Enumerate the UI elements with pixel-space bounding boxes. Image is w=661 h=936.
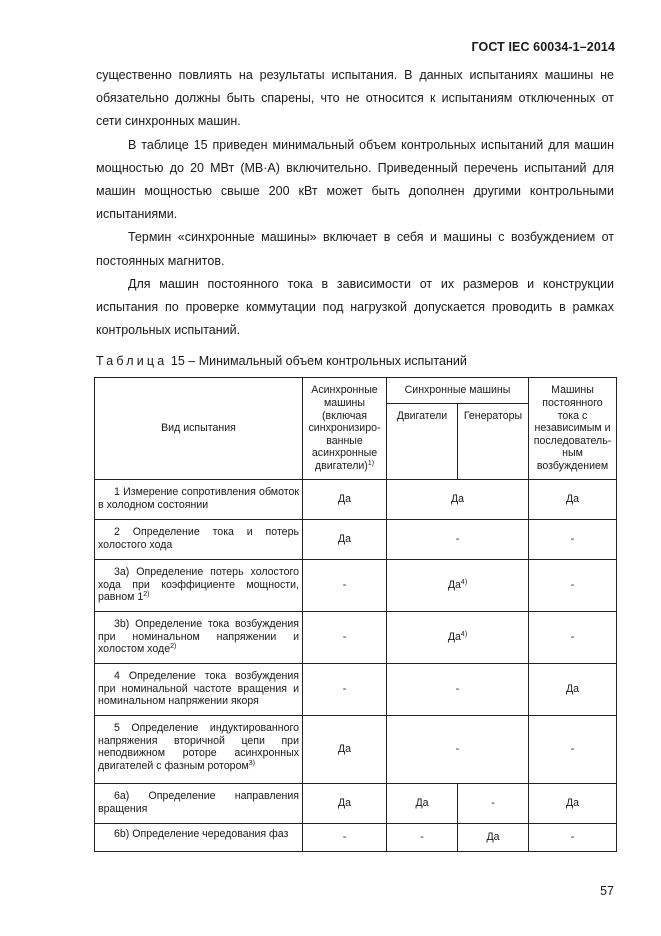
header-test-type: Вид испытания (95, 378, 303, 480)
cell-generators: - (458, 784, 529, 824)
body-text (96, 64, 614, 342)
cell-dc: - (529, 824, 617, 852)
footnote-mark: 4) (460, 579, 468, 587)
paragraph: существенно повлиять на результаты испытания. В данных испытаниях машины не обязательно должны быть спарены, что не относится к испытаниям отключенных от сети синхронных машин. (96, 68, 614, 129)
paragraph: Термин «синхронные машины» включает в себя и машины с возбуждением от постоянных магнитов. (96, 230, 614, 268)
document-code: ГОСТ IEC 60034-1–2014 (471, 40, 615, 54)
header-dc-machines: Машины постоянного тока с независимым и последователь-ным возбуждением (529, 378, 617, 480)
cell-async: - (303, 824, 387, 852)
cell-sync: $Да^{4)}$ (387, 612, 529, 664)
cell-async: - (303, 664, 387, 716)
cell-async: Да (303, 520, 387, 560)
footnote-mark: 2) (170, 643, 177, 651)
cell-async: Да (303, 784, 387, 824)
header-sync-machines: Синхронные машины (387, 378, 529, 404)
table-caption-label: Таблица (96, 354, 168, 368)
tests-table (94, 377, 617, 852)
table-row (95, 716, 617, 784)
cell-dc: - (529, 520, 617, 560)
table-row (95, 612, 617, 664)
cell-dc: Да (529, 784, 617, 824)
row-test-name: 3b) Определение тока возбуждения при номинальном напряжении и холостом ходе$^{2)}$ (95, 612, 303, 664)
row-test-name: 4 Определение тока возбуждения при номинальной частоте вращения и номинальном напряжении якоря (95, 664, 303, 716)
cell-async: - (303, 560, 387, 612)
paragraph: В таблице 15 приведен минимальный объем контрольных испытаний для машин мощностью до 20 МВт (МВ·А) включительно. Приведенный перечень испытаний для машин мощностью свыше 200 кВт может быть дополнен другими контрольными испытаниями. (96, 137, 614, 222)
table-row (95, 784, 617, 824)
table-row (95, 520, 617, 560)
footnote-mark: 2) (143, 591, 150, 599)
cell-async: - (303, 612, 387, 664)
row-test-name: 2 Определение тока и потерь холостого хода (95, 520, 303, 560)
cell-dc: Да (529, 480, 617, 520)
footnote-mark: 3) (248, 759, 255, 767)
row-test-name: 6b) Определение чередования фаз (95, 824, 303, 852)
cell-async: Да (303, 480, 387, 520)
cell-sync: - (387, 716, 529, 784)
cell-motors: Да (387, 784, 458, 824)
table-caption (96, 353, 616, 369)
cell-motors: - (387, 824, 458, 852)
cell-async: Да (303, 716, 387, 784)
footnote-mark: 1) (367, 459, 375, 467)
cell-generators: Да (458, 824, 529, 852)
cell-sync: - (387, 520, 529, 560)
row-test-name: 6а) Определение направления вращения (95, 784, 303, 824)
table-row (95, 560, 617, 612)
footnote-mark: 4) (460, 631, 468, 639)
cell-dc: - (529, 612, 617, 664)
cell-sync: $Да^{4)}$ (387, 560, 529, 612)
row-test-name: 1 Измерение сопротивления обмоток в холодном состоянии (95, 480, 303, 520)
page-number: 57 (600, 884, 614, 898)
row-test-name: 5 Определение индуктированного напряжения вторичной цепи при неподвижном роторе асинхронных двигателей с фазным ротором$^{3)}$ (95, 716, 303, 784)
cell-dc: - (529, 716, 617, 784)
header-async-machines (303, 378, 387, 480)
table-row (95, 664, 617, 716)
row-test-name: 3а) Определение потерь холостого хода при коэффициенте мощности, равном 1$^{2)}$ (95, 560, 303, 612)
table-row (95, 824, 617, 852)
header-generators: Генераторы (458, 404, 529, 480)
table-row (95, 480, 617, 520)
cell-sync: - (387, 664, 529, 716)
paragraph: Для машин постоянного тока в зависимости от их размеров и конструкции испытания по проверке коммутации под нагрузкой допускается проводить в рамках контрольных испытаний. (96, 276, 614, 338)
header-motors: Двигатели (387, 404, 458, 480)
cell-dc: - (529, 560, 617, 612)
header-async-text: Асинхронные машины (включая синхронизиро-ванные асинхронные двигатели) (308, 384, 381, 472)
table-caption-title: 15 – Минимальный объем контрольных испытаний (167, 354, 467, 368)
cell-sync: Да (387, 480, 529, 520)
cell-dc: Да (529, 664, 617, 716)
